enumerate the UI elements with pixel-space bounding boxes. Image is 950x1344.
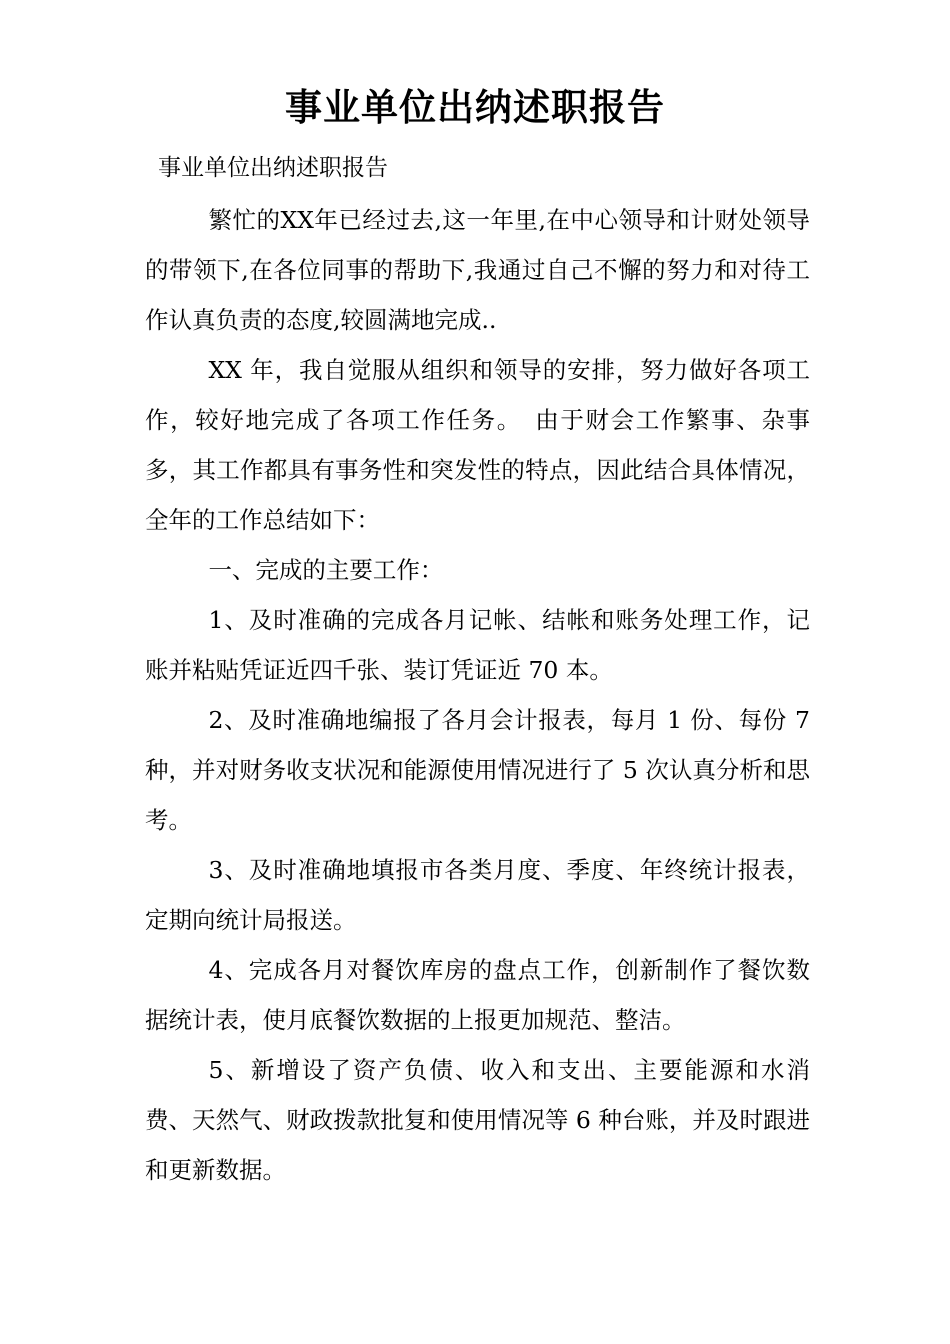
- paragraph-item-3: 3、及时准确地填报市各类月度、季度、年终统计报表，定期向统计局报送。: [145, 856, 810, 934]
- document-body: [145, 195, 810, 1195]
- document-title: 事业单位出纳述职报告: [285, 85, 665, 129]
- paragraph-item-4: 4、完成各月对餐饮库房的盘点工作，创新制作了餐饮数据统计表，使月底餐饮数据的上报更加规范、整洁。: [145, 956, 810, 1034]
- paragraph-item-2: 2、及时准确地编报了各月会计报表，每月 1 份、每份 7 种，并对财务收支状况和能源使用情况进行了 5 次认真分析和思考。: [145, 706, 810, 834]
- paragraph-overview: XX 年，我自觉服从组织和领导的安排，努力做好各项工作，较好地完成了各项工作任务。 由于财会工作繁事、杂事多，其工作都具有事务性和突发性的特点，因此结合具体情况，全年的工作总结如下：: [145, 356, 810, 534]
- document-subtitle: 事业单位出纳述职报告: [158, 155, 388, 181]
- paragraph-item-1: 1、及时准确的完成各月记帐、结帐和账务处理工作，记账并粘贴凭证近四千张、装订凭证近 70 本。: [145, 606, 810, 684]
- paragraph-item-5: 5、新增设了资产负债、收入和支出、主要能源和水消费、天然气、财政拨款批复和使用情况等 6 种台账，并及时跟进和更新数据。: [145, 1056, 810, 1184]
- paragraph-intro: 繁忙的XX年已经过去,这一年里,在中心领导和计财处领导的带领下,在各位同事的帮助下,我通过自己不懈的努力和对待工作认真负责的态度,较圆满地完成..: [145, 206, 810, 334]
- section-heading-main-work: 一、完成的主要工作：: [208, 556, 444, 584]
